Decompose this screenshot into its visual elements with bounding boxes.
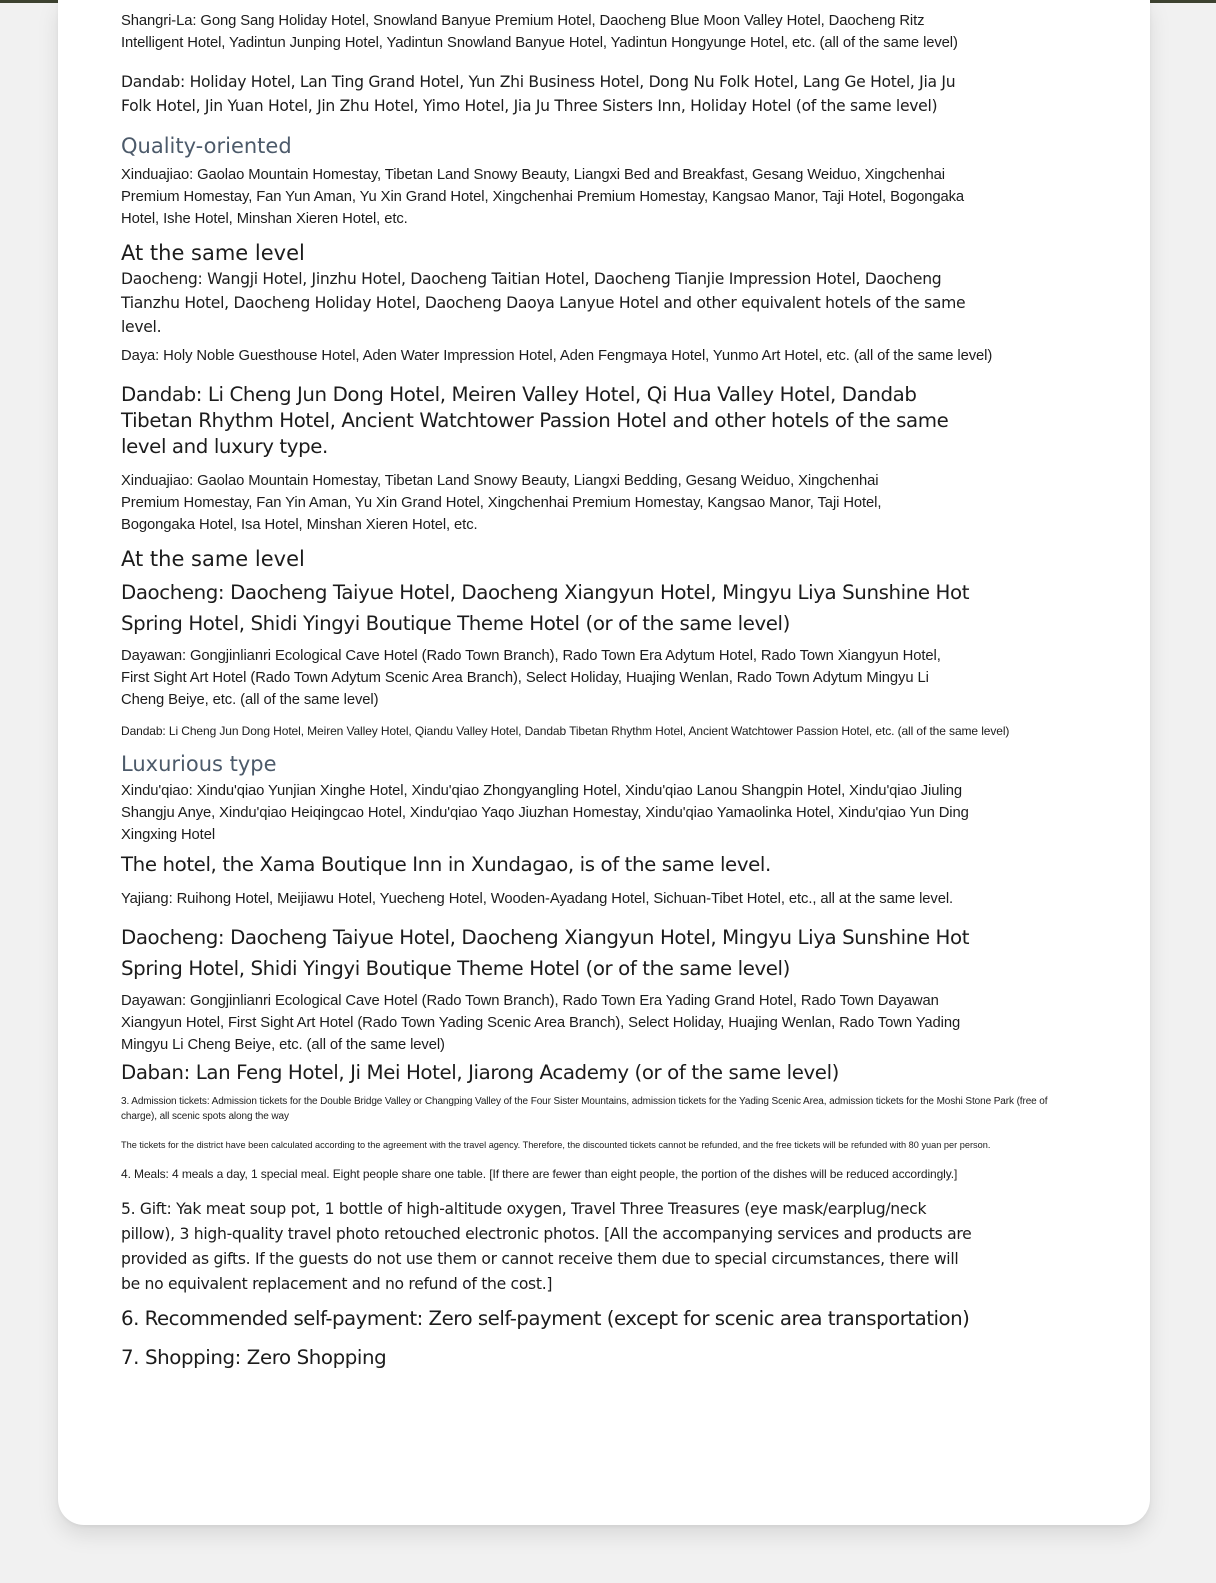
admission-tickets: 3. Admission tickets: Admission tickets for the Double Bridge Valley or Changping Valley of the Four Sister Mountains, admission tickets for the Yading Scenic Area, admission tickets for the Moshi Stone Park (free of charge), all scenic spots along the way xyxy=(121,1096,1048,1122)
document-content xyxy=(121,10,1066,1373)
ticket-refund-note: The tickets for the district have been calculated according to the agreement with the travel agency. Therefore, the discounted tickets cannot be refunded, and the free tickets will be refunded with 80 yuan per person. xyxy=(121,1140,991,1150)
hotel-list-daocheng: Daocheng: Wangji Hotel, Jinzhu Hotel, Daocheng Taitian Hotel, Daocheng Tianjie Impression Hotel, Daocheng Tianzhu Hotel, Daocheng Holiday Hotel, Daocheng Daoya Lanyue Hotel and other equivalent hotels of the same level. xyxy=(121,270,966,336)
hotel-list-dandab: Dandab: Holiday Hotel, Lan Ting Grand Hotel, Yun Zhi Business Hotel, Dong Nu Folk Hotel, Lang Ge Hotel, Jia Ju Folk Hotel, Jin Yuan Hotel, Jin Zhu Hotel, Yimo Hotel, Jia Ju Three Sisters Inn, Holiday Hotel (of the same level) xyxy=(121,73,956,115)
hotel-list-yajiang: Yajiang: Ruihong Hotel, Meijiawu Hotel, Yuecheng Hotel, Wooden-Ayadang Hotel, Sichuan-Tibet Hotel, etc., all at the same level. xyxy=(121,891,954,907)
hotel-list-xinduajiao: Xinduajiao: Gaolao Mountain Homestay, Tibetan Land Snowy Beauty, Liangxi Bed and Breakfast, Gesang Weiduo, Xingchenhai Premium Homestay, Fan Yun Aman, Yu Xin Grand Hotel, Xingchenhai Premium Homestay, Kangsao Manor, Taji Hotel, Bogongaka Hotel, Ishe Hotel, Minshan Xieren Hotel, etc. xyxy=(121,167,965,227)
section-heading-same-level: At the same level xyxy=(121,241,305,265)
shopping-info: 7. Shopping: Zero Shopping xyxy=(121,1346,387,1369)
section-heading-luxurious: Luxurious type xyxy=(121,752,277,776)
hotel-list-daban: Daban: Lan Feng Hotel, Ji Mei Hotel, Jiarong Academy (or of the same level) xyxy=(121,1061,839,1084)
hotel-list-daocheng-3: Daocheng: Daocheng Taiyue Hotel, Daocheng Xiangyun Hotel, Mingyu Liya Sunshine Hot Spring Hotel, Shidi Yingyi Boutique Theme Hotel (or of the same level) xyxy=(121,926,970,980)
hotel-list-xinduajiao-2: Xinduajiao: Gaolao Mountain Homestay, Tibetan Land Snowy Beauty, Liangxi Bedding, Gesang Weiduo, Xingchenhai Premium Homestay, Fan Yin Aman, Yu Xin Grand Hotel, Xingchenhai Premium Homestay, Kangsao Manor, Taji Hotel, Bogongaka Hotel, Isa Hotel, Minshan Xieren Hotel, etc. xyxy=(121,473,882,533)
hotel-list-daocheng-2: Daocheng: Daocheng Taiyue Hotel, Daocheng Xiangyun Hotel, Mingyu Liya Sunshine Hot Spring Hotel, Shidi Yingyi Boutique Theme Hotel (or of the same level) xyxy=(121,581,970,635)
hotel-list-dayawan: Dayawan: Gongjinlianri Ecological Cave Hotel (Rado Town Branch), Rado Town Era Adytum Hotel, Rado Town Xiangyun Hotel, First Sight Art Hotel (Rado Town Adytum Scenic Area Branch), Select Holiday, Huajing Wenlan, Rado Town Adytum Mingyu Li Cheng Beiye, etc. (all of the same level) xyxy=(121,648,941,708)
self-payment-info: 6. Recommended self-payment: Zero self-payment (except for scenic area transportation) xyxy=(121,1307,970,1330)
hotel-list-xinduqiao: Xindu'qiao: Xindu'qiao Yunjian Xinghe Hotel, Xindu'qiao Zhongyangling Hotel, Xindu'qiao Lanou Shangpin Hotel, Xindu'qiao Jiuling Shangju Anye, Xindu'qiao Heiqingcao Hotel, Xindu'qiao Yaqo Jiuzhan Homestay, Xindu'qiao Yamaolinka Hotel, Xindu'qiao Yun Ding Xingxing Hotel xyxy=(121,783,969,843)
hotel-list-dandab-luxury: Dandab: Li Cheng Jun Dong Hotel, Meiren Valley Hotel, Qi Hua Valley Hotel, Dandab Tibetan Rhythm Hotel, Ancient Watchtower Passion Hotel and other hotels of the same level and luxury type. xyxy=(121,383,949,458)
hotel-list-dandab-2: Dandab: Li Cheng Jun Dong Hotel, Meiren Valley Hotel, Qiandu Valley Hotel, Dandab Tibetan Rhythm Hotel, Ancient Watchtower Passion Hotel, etc. (all of the same level) xyxy=(121,724,1010,738)
hotel-list-shangrila: Shangri-La: Gong Sang Holiday Hotel, Snowland Banyue Premium Hotel, Daocheng Blue Moon Valley Hotel, Daocheng Ritz Intelligent Hotel, Yadintun Junping Hotel, Yadintun Snowland Banyue Hotel, Yadintun Hongyunge Hotel, etc. (all of the same level) xyxy=(121,13,958,51)
hotel-list-daya: Daya: Holy Noble Guesthouse Hotel, Aden Water Impression Hotel, Aden Fengmaya Hotel, Yunmo Art Hotel, etc. (all of the same level) xyxy=(121,348,993,364)
gift-info: 5. Gift: Yak meat soup pot, 1 bottle of high-altitude oxygen, Travel Three Treasures (eye mask/earplug/neck pillow), 3 high-quality travel photo retouched electronic photos. [All the accompanying services and products are provided as gifts. If the guests do not use them or cannot receive them due to special circumstances, there will be no equivalent replacement and no refund of the cost.] xyxy=(121,1200,972,1293)
hotel-xundagao: The hotel, the Xama Boutique Inn in Xundagao, is of the same level. xyxy=(121,853,771,876)
meals-info: 4. Meals: 4 meals a day, 1 special meal. Eight people share one table. [If there are fewer than eight people, the portion of the dishes will be reduced accordingly.] xyxy=(121,1167,958,1181)
section-heading-same-level-2: At the same level xyxy=(121,547,305,571)
section-heading-quality: Quality-oriented xyxy=(121,134,292,158)
hotel-list-dayawan-2: Dayawan: Gongjinlianri Ecological Cave Hotel (Rado Town Branch), Rado Town Era Yading Grand Hotel, Rado Town Dayawan Xiangyun Hotel, First Sight Art Hotel (Rado Town Yading Scenic Area Branch), Select Holiday, Huajing Wenlan, Rado Town Yading Mingyu Li Cheng Beiye, etc. (all of the same level) xyxy=(121,993,961,1053)
